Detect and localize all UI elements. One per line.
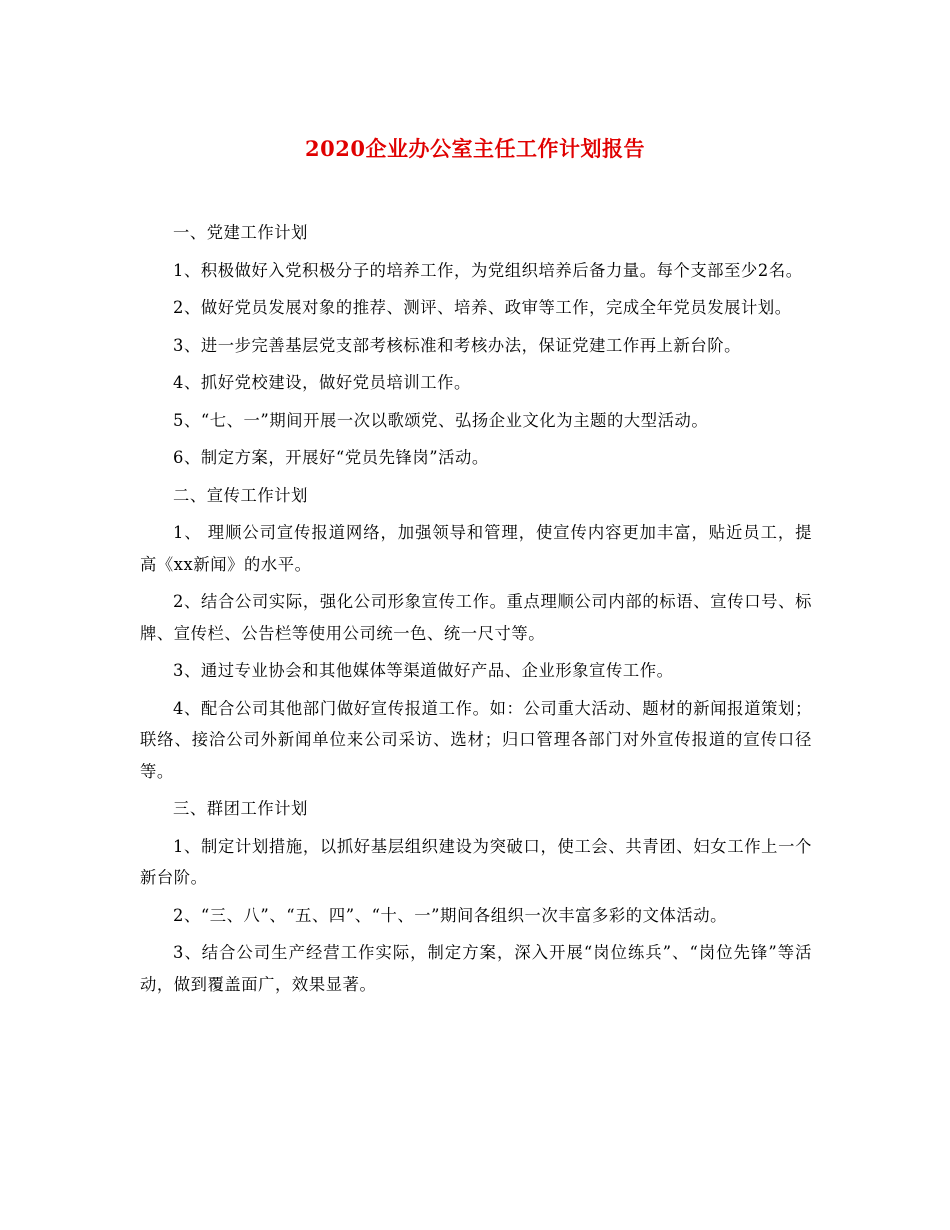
document-body	[140, 217, 812, 1006]
paragraph: 4、抓好党校建设，做好党员培训工作。	[173, 373, 471, 392]
paragraph: 5、“七、一”期间开展一次以歌颂党、弘扬企业文化为主题的大型活动。	[173, 410, 709, 430]
document-title: 2020企业办公室主任工作计划报告	[305, 136, 645, 161]
paragraph: 3、结合公司生产经营工作实际，制定方案，深入开展“岗位练兵”、“岗位先锋”等活动，做到覆盖面广，效果显著。	[140, 943, 812, 994]
section-heading-mass-organizations: 三、群团工作计划	[173, 799, 309, 818]
paragraph: 1、积极做好入党积极分子的培养工作，为党组织培养后备力量。每个支部至少2名。	[173, 260, 803, 280]
paragraph: 4、配合公司其他部门做好宣传报道工作。如：公司重大活动、题材的新闻报道策划；联络、接洽公司外新闻单位来公司采访、选材；归口管理各部门对外宣传报道的宣传口径等。	[140, 698, 812, 781]
paragraph: 3、通过专业协会和其他媒体等渠道做好产品、企业形象宣传工作。	[173, 661, 674, 680]
paragraph: 2、结合公司实际，强化公司形象宣传工作。重点理顺公司内部的标语、宣传口号、标牌、宣传栏、公告栏等使用公司统一色、统一尺寸等。	[140, 592, 812, 643]
paragraph: 2、做好党员发展对象的推荐、测评、培养、政审等工作，完成全年党员发展计划。	[173, 298, 792, 317]
paragraph: 6、制定方案，开展好“党员先锋岗”活动。	[173, 448, 489, 467]
paragraph: 1、制定计划措施，以抓好基层组织建设为突破口，使工会、共青团、妇女工作上一个新台阶。	[140, 836, 812, 887]
section-heading-publicity: 二、宣传工作计划	[173, 485, 309, 505]
paragraph: 3、进一步完善基层党支部考核标准和考核办法，保证党建工作再上新台阶。	[173, 335, 742, 355]
paragraph: 2、“三、八”、“五、四”、“十、一”期间各组织一次丰富多彩的文体活动。	[173, 905, 728, 925]
paragraph: 1、 理顺公司宣传报道网络，加强领导和管理，使宣传内容更加丰富，贴近员工，提高《xx新闻》的水平。	[140, 523, 812, 574]
section-heading-party: 一、党建工作计划	[173, 223, 309, 242]
